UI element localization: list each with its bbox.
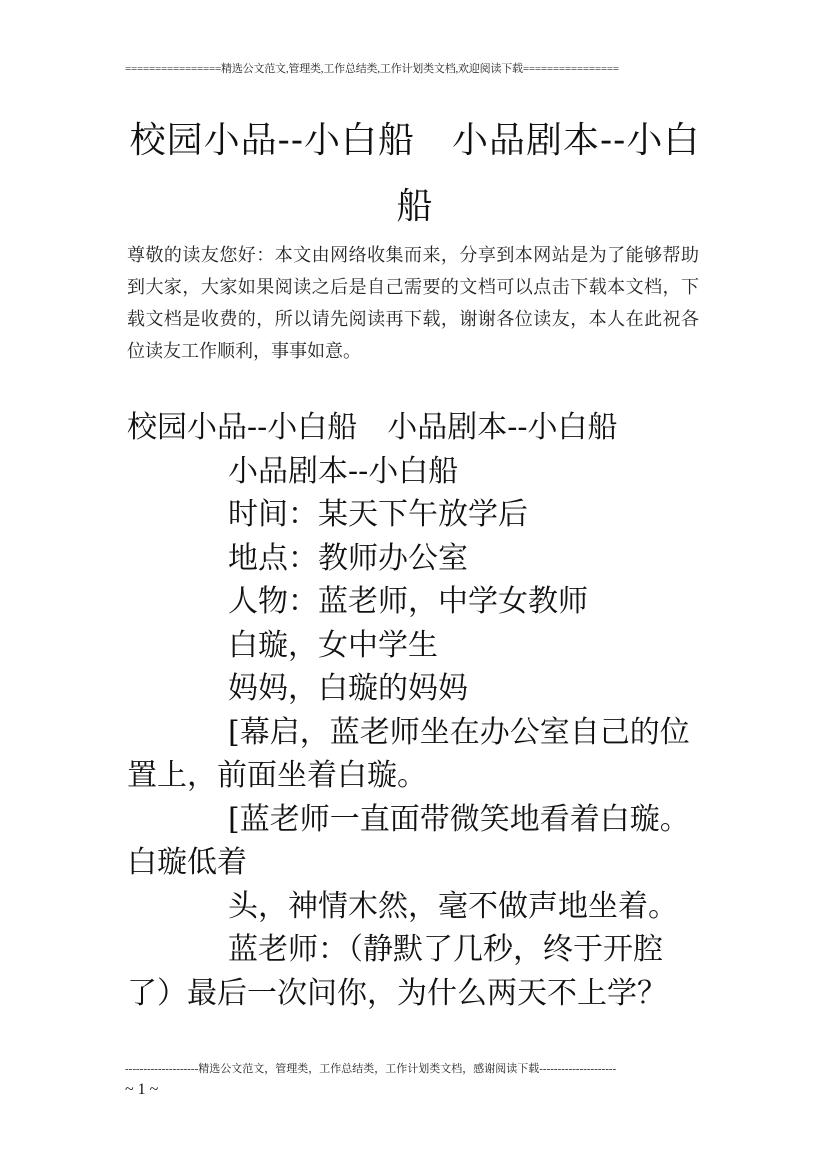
body-paragraph: 时间：某天下午放学后 — [228, 497, 528, 532]
document-body — [127, 406, 703, 1015]
body-paragraph: 蓝老师：（静默了几秒，终于开腔了）最后一次问你，为什么两天不上学？ — [127, 932, 667, 1011]
body-paragraph: [蓝老师一直面带微笑地看着白璇。白璇低着 — [127, 801, 690, 880]
body-paragraph: 地点：教师办公室 — [228, 540, 468, 576]
body-paragraph: 小品剧本--小白船 — [228, 453, 459, 489]
footer-banner: --------------------精选公文范文，管理类，工作总结类，工作计划类文档，感谢阅读下载--------------------- — [125, 1063, 617, 1075]
body-paragraph: 人物：蓝老师，中学女教师 — [228, 584, 588, 619]
header-banner: ================精选公文范文,管理类,工作总结类,工作计划类文档,欢迎阅读下载================ — [125, 63, 619, 75]
body-paragraph: 白璇，女中学生 — [228, 627, 438, 663]
page-number: ~ 1 ~ — [125, 1081, 159, 1098]
document-title: 校园小品--小白船 小品剧本--小白船 — [129, 120, 701, 227]
body-heading: 校园小品--小白船 小品剧本--小白船 — [127, 410, 618, 445]
body-paragraph: [幕启，蓝老师坐在办公室自己的位置上，前面坐着白璇。 — [127, 714, 690, 793]
reader-notice: 尊敬的读友您好：本文由网络收集而来，分享到本网站是为了能够帮助到大家，大家如果阅读之后是自己需要的文档可以点击下载本文档，下载文档是收费的，所以请先阅读再下载，谢谢各位读友，本人在此祝各位读友工作顺利，事事如意。 — [127, 245, 699, 362]
body-paragraph: 头，神情木然，毫不做声地坐着。 — [228, 888, 678, 924]
body-paragraph: 妈妈，白璇的妈妈 — [228, 671, 468, 706]
